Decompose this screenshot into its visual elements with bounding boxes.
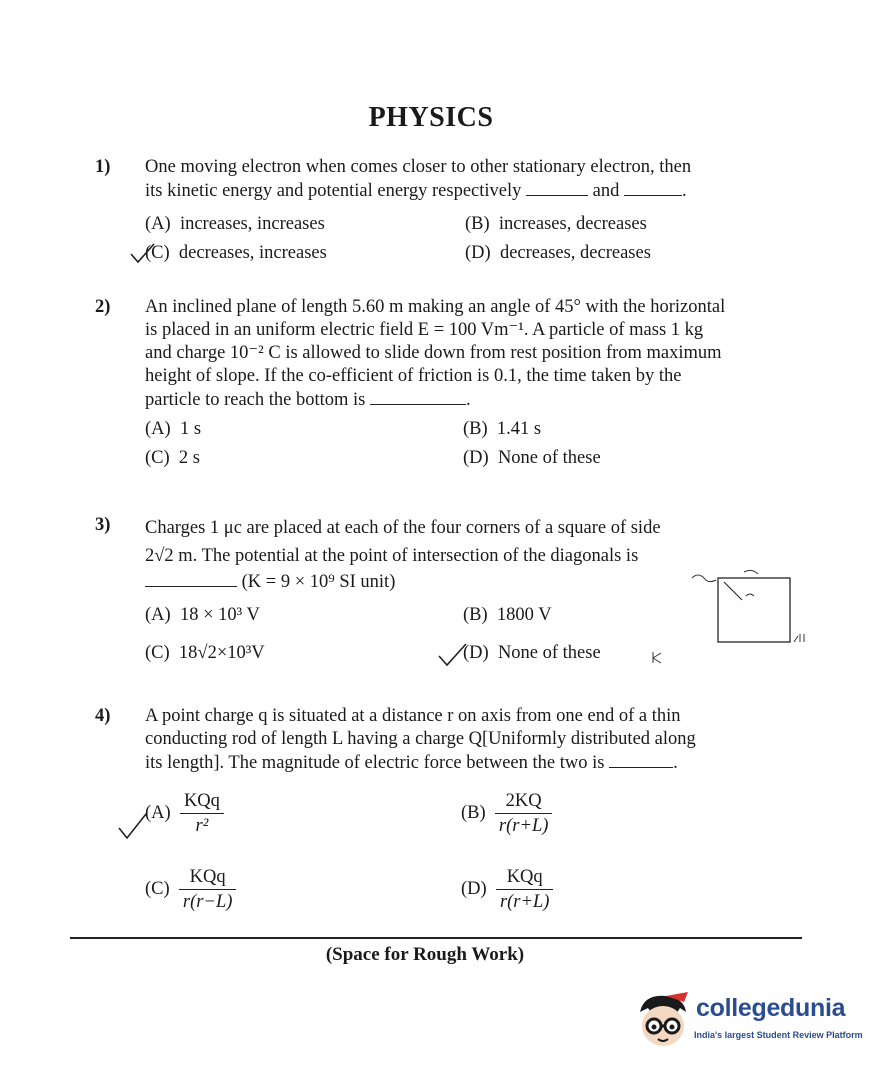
question-number: 3) (95, 515, 111, 535)
option-b (463, 418, 541, 441)
answer-blank (145, 570, 237, 587)
handwritten-square-sketch (684, 568, 814, 668)
question-text (145, 705, 785, 775)
option-a (145, 604, 260, 627)
question-line-part: and (592, 181, 620, 201)
option-label: (A) (145, 214, 171, 234)
question-line-part: (K = 9 × 10⁹ SI unit) (241, 572, 396, 592)
fraction-numerator: KQq (180, 789, 224, 814)
option-label: (D) (461, 879, 487, 899)
option-label: (B) (463, 419, 488, 439)
option-fraction (180, 789, 224, 838)
option-c (145, 447, 200, 470)
answer-blank (526, 179, 588, 196)
divider-line (70, 937, 802, 939)
handwritten-tick-mark (128, 240, 158, 270)
option-d (461, 865, 553, 914)
option-text: 1.41 s (496, 419, 542, 439)
option-text: 2 s (178, 448, 200, 468)
option-label: (D) (463, 448, 489, 468)
option-text: decreases, increases (178, 243, 327, 263)
question-line: A point charge q is situated at a distance r on axis from one end of a thin (145, 706, 681, 726)
question-line: 2√2 m. The potential at the point of intersection of the diagonals is (145, 546, 639, 566)
option-label: (B) (463, 605, 488, 625)
question-4 (95, 705, 785, 929)
option-label: (C) (145, 448, 170, 468)
option-d (463, 447, 601, 470)
option-d (463, 642, 601, 665)
question-number: 1) (95, 157, 111, 177)
fraction-numerator: KQq (496, 865, 554, 890)
options (145, 213, 785, 273)
handwritten-mark (650, 650, 666, 666)
option-label: (C) (145, 243, 170, 263)
answer-blank (624, 179, 682, 196)
option-text: increases, decreases (498, 214, 647, 234)
fraction-numerator: 2KQ (495, 789, 553, 814)
option-a (145, 789, 224, 838)
option-text: increases, increases (179, 214, 325, 234)
option-label: (C) (145, 879, 170, 899)
collegedunia-logo (632, 990, 864, 1054)
question-line: Charges 1 μc are placed at each of the four corners of a square of side (145, 518, 661, 538)
question-line: its kinetic energy and potential energy respectively and . (145, 181, 687, 201)
answer-blank (370, 388, 466, 405)
option-label: (D) (463, 643, 489, 663)
logo-tagline: India's largest Student Review Platform (694, 1030, 863, 1040)
option-text: 18 × 10³ V (179, 605, 260, 625)
option-a (145, 418, 201, 441)
option-label: (B) (461, 803, 486, 823)
question-number: 4) (95, 706, 111, 726)
logo-mascot-icon (632, 990, 694, 1052)
question-line: One moving electron when comes closer to other stationary electron, then (145, 157, 692, 177)
option-label: (A) (145, 419, 171, 439)
fraction-denominator: r(r−L) (182, 892, 233, 912)
option-fraction (179, 865, 237, 914)
fraction-denominator: r(r+L) (499, 892, 550, 912)
option-b (461, 789, 552, 838)
question-line: is placed in an uniform electric field E = 100 Vm⁻¹. A particle of mass 1 kg (145, 320, 704, 340)
question-line: particle to reach the bottom is . (145, 390, 471, 410)
question-line: An inclined plane of length 5.60 m making an angle of 45° with the horizontal (145, 297, 726, 317)
fraction-numerator: KQq (179, 865, 237, 890)
question-line-part: its length]. The magnitude of electric force between the two is (145, 753, 605, 773)
answer-blank (609, 751, 673, 768)
option-label: (A) (145, 605, 171, 625)
question-line-part: particle to reach the bottom is (145, 390, 366, 410)
fraction-denominator: r(r+L) (498, 816, 549, 836)
option-fraction (495, 789, 553, 838)
option-text: 1 s (179, 419, 202, 439)
option-label: (B) (465, 214, 490, 234)
rough-work-label: (Space for Rough Work) (325, 944, 525, 965)
option-label: (D) (465, 243, 491, 263)
option-label: (A) (145, 803, 171, 823)
question-text (145, 296, 785, 412)
question-2 (95, 296, 785, 478)
option-text: 18√2×10³V (178, 643, 265, 663)
logo-wordmark: collegedunia (696, 994, 846, 1022)
option-text: 1800 V (496, 605, 552, 625)
options (145, 789, 785, 929)
fraction-denominator: r² (195, 816, 209, 836)
option-text: None of these (497, 643, 601, 663)
option-d (465, 242, 651, 265)
question-line: and charge 10⁻² C is allowed to slide down from rest position from maximum (145, 343, 722, 363)
option-text: decreases, decreases (499, 243, 651, 263)
subject-title: PHYSICS (368, 102, 494, 133)
option-a (145, 213, 325, 236)
question-text (145, 156, 785, 203)
question-number: 2) (95, 297, 111, 317)
handwritten-tick-mark (436, 640, 470, 670)
option-label: (C) (145, 643, 170, 663)
question-line: height of slope. If the co-efficient of friction is 0.1, the time taken by the (145, 366, 682, 386)
option-fraction (496, 865, 554, 914)
option-c (145, 642, 265, 665)
question-1 (95, 156, 785, 273)
handwritten-tick-mark (116, 808, 150, 842)
question-line: its length]. The magnitude of electric force between the two is . (145, 753, 678, 773)
option-c (145, 865, 236, 914)
option-text: None of these (497, 448, 601, 468)
options (145, 418, 785, 478)
question-line: conducting rod of length L having a charge Q[Uniformly distributed along (145, 729, 696, 749)
option-c (145, 242, 327, 265)
option-b (465, 213, 647, 236)
question-line-part: its kinetic energy and potential energy respectively (145, 181, 522, 201)
option-b (463, 604, 552, 627)
